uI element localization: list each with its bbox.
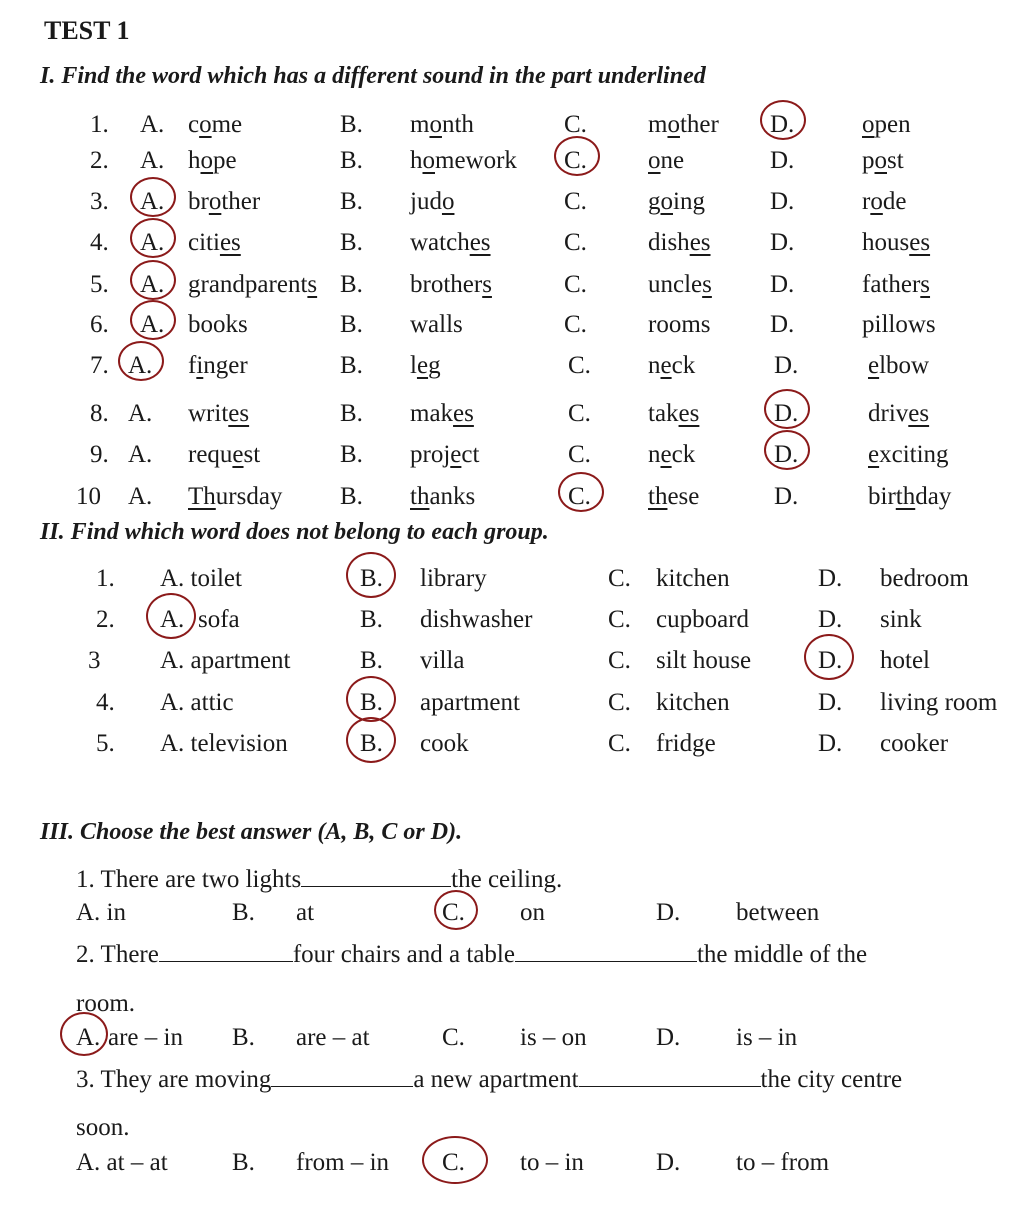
question-text: 2. There [76, 941, 159, 968]
word-part: ursday [215, 483, 283, 510]
option-letter: D. [774, 483, 799, 510]
underlined-part: o [648, 147, 661, 174]
word-part: mework [435, 147, 517, 174]
option-word [188, 189, 260, 214]
question-3-2-cont: room. [76, 990, 136, 1017]
question-3-3-cont: soon. [76, 1114, 130, 1141]
option-letter: D. [770, 111, 795, 138]
underlined-part: e [868, 352, 880, 379]
answer-circle [558, 472, 604, 512]
word-part: g [428, 352, 441, 379]
word-part: bir [868, 483, 896, 510]
option-word [410, 401, 474, 426]
option-letter: A. [128, 483, 153, 510]
option-word [648, 484, 699, 509]
underlined-part: th [648, 483, 668, 510]
underlined-part: i [196, 352, 204, 379]
option-letter: C. [564, 311, 587, 338]
option-word [648, 353, 695, 378]
option-d-word: to – from [736, 1149, 830, 1176]
word-part: ck [671, 441, 696, 468]
option-word [188, 272, 317, 297]
answer-blank [515, 941, 697, 962]
word-part: hous [862, 229, 910, 256]
underlined-part: es [678, 400, 700, 427]
option-b-word: from – in [296, 1149, 390, 1176]
option-word [648, 442, 695, 467]
answer-blank [579, 1066, 761, 1087]
word-part: brother [410, 271, 483, 298]
option-d-word: is – in [736, 1024, 798, 1051]
underlined-part: o [660, 188, 673, 215]
option-word [648, 272, 712, 297]
question-number: 1. [90, 111, 109, 138]
option-letter: D. [770, 229, 795, 256]
option-a: A. in [76, 899, 126, 926]
word-part: pe [213, 147, 237, 174]
option-word [410, 272, 492, 297]
word-part: uncle [648, 271, 703, 298]
option-letter: D. [774, 441, 799, 468]
word-part: n [648, 441, 661, 468]
word-part: f [188, 352, 197, 379]
word-part: rooms [648, 311, 711, 338]
word-part: st [243, 441, 261, 468]
option-c-letter: C. [442, 899, 465, 926]
option-word [188, 484, 282, 509]
word-part: c [188, 111, 200, 138]
underlined-part: o [429, 111, 442, 138]
option-d-word: between [736, 899, 820, 926]
option-word [410, 312, 463, 337]
option-word: sofa [198, 606, 240, 633]
answer-circle [434, 890, 478, 930]
word-part: books [188, 311, 248, 338]
question-text: a new apartment [413, 1066, 579, 1093]
underlined-part: s [920, 271, 931, 298]
option-letter: A. [140, 271, 165, 298]
option-word: hotel [880, 647, 930, 674]
option-letter: B. [340, 352, 363, 379]
option-word [868, 353, 929, 378]
option-word: A. apartment [160, 647, 291, 674]
option-word [410, 353, 441, 378]
section-1-heading: I. Find the word which has a different sound in the part underlined [40, 63, 706, 89]
option-word: A. attic [160, 689, 234, 716]
question-3-2 [76, 941, 867, 967]
option-word [188, 401, 249, 426]
underlined-part: e [232, 441, 244, 468]
section-2-heading: II. Find which word does not belong to each group. [40, 519, 549, 545]
answer-circle [554, 136, 600, 176]
word-part: grandparent [188, 271, 308, 298]
word-part: ing [673, 188, 705, 215]
option-a-word: are – in [108, 1024, 183, 1051]
underlined-part: o [422, 147, 435, 174]
answer-circle [130, 177, 176, 217]
word-part: ne [660, 147, 685, 174]
option-letter: D. [770, 271, 795, 298]
word-part: watch [410, 229, 470, 256]
underlined-part: o [874, 147, 887, 174]
word-part: ct [461, 441, 480, 468]
option-word [868, 401, 929, 426]
underlined-part: es [219, 229, 241, 256]
underlined-part: es [228, 400, 250, 427]
word-part: pillows [862, 311, 936, 338]
option-word [188, 230, 241, 255]
option-letter: C. [568, 400, 591, 427]
answer-circle [60, 1012, 108, 1056]
option-letter: D. [774, 400, 799, 427]
option-letter: B. [360, 565, 383, 592]
option-word [648, 189, 705, 214]
option-c-letter: C. [442, 1149, 465, 1176]
underlined-part: th [410, 483, 430, 510]
underlined-part: es [689, 229, 711, 256]
word-part: p [862, 147, 875, 174]
option-letter: A. [128, 400, 153, 427]
option-word: cooker [880, 730, 949, 757]
option-letter: A. [128, 352, 153, 379]
option-word [648, 312, 711, 337]
word-part: tak [648, 400, 679, 427]
option-word: kitchen [656, 565, 730, 592]
option-letter: C. [608, 647, 631, 674]
option-letter: C. [608, 565, 631, 592]
answer-blank [301, 866, 451, 887]
option-letter: B. [340, 229, 363, 256]
underlined-part: es [909, 229, 931, 256]
word-part: m [648, 111, 668, 138]
option-d-letter: D. [656, 1149, 681, 1176]
answer-circle [422, 1136, 488, 1184]
word-part: ther [679, 111, 719, 138]
underlined-part: Th [188, 483, 216, 510]
option-word [868, 484, 951, 509]
word-part: nth [441, 111, 474, 138]
question-number: 4. [96, 689, 115, 716]
question-text: four chairs and a table [292, 941, 515, 968]
option-word [410, 189, 454, 214]
word-part: anks [429, 483, 476, 510]
option-letter: C. [608, 689, 631, 716]
word-part: h [188, 147, 201, 174]
option-letter: C. [568, 352, 591, 379]
option-word [862, 312, 936, 337]
underlined-part: es [908, 400, 930, 427]
option-word [868, 442, 949, 467]
option-word [862, 272, 930, 297]
question-number: 3. [90, 188, 109, 215]
option-letter: A. [140, 311, 165, 338]
question-number: 5. [90, 271, 109, 298]
option-word: kitchen [656, 689, 730, 716]
option-letter: C. [568, 483, 591, 510]
underlined-part: s [482, 271, 492, 298]
question-number: 4. [90, 229, 109, 256]
underlined-part: e [868, 441, 880, 468]
option-a: A. at – at [76, 1149, 168, 1176]
question-number: 9. [90, 441, 109, 468]
answer-blank [159, 941, 293, 962]
option-b-letter: B. [232, 1024, 255, 1051]
word-part: n [648, 352, 661, 379]
option-b-letter: B. [232, 899, 255, 926]
option-word [188, 112, 242, 137]
underlined-part: e [450, 441, 462, 468]
option-letter: D. [818, 730, 843, 757]
word-part: lbow [879, 352, 930, 379]
option-b-letter: B. [232, 1149, 255, 1176]
option-letter: C. [568, 441, 591, 468]
word-part: ther [221, 188, 261, 215]
word-part: br [188, 188, 209, 215]
option-letter: C. [564, 229, 587, 256]
option-letter: B. [340, 111, 363, 138]
question-text: the middle of the [696, 941, 868, 968]
underlined-part: o [667, 111, 680, 138]
option-word: A. toilet [160, 565, 242, 592]
option-word: villa [420, 647, 465, 674]
underlined-part: o [208, 188, 222, 215]
underlined-part: e [416, 352, 429, 379]
question-number: 10 [76, 483, 101, 510]
question-number: 5. [96, 730, 115, 757]
word-part: r [862, 188, 871, 215]
word-part: citi [188, 229, 220, 256]
option-letter: A. [140, 111, 165, 138]
section-3-heading: III. Choose the best answer (A, B, C or D). [40, 819, 463, 845]
word-part: st [887, 147, 904, 174]
option-word [410, 148, 517, 173]
word-part: me [211, 111, 243, 138]
question-text: the ceiling. [451, 866, 563, 893]
answer-circle [118, 341, 164, 381]
word-part: pen [874, 111, 911, 138]
word-part: xciting [879, 441, 949, 468]
question-text: 3. They are moving [76, 1066, 272, 1093]
option-letter: C. [564, 271, 587, 298]
option-word [648, 401, 699, 426]
option-word [188, 312, 248, 337]
word-part: ck [671, 352, 696, 379]
option-letter: D. [770, 188, 795, 215]
option-word [648, 148, 684, 173]
answer-circle [346, 552, 396, 598]
answer-circle [130, 218, 176, 258]
option-d-letter: D. [656, 899, 681, 926]
question-number: 6. [90, 311, 109, 338]
option-letter: B. [340, 400, 363, 427]
option-word: cook [420, 730, 469, 757]
word-part: mak [410, 400, 454, 427]
question-number: 8. [90, 400, 109, 427]
test-title: TEST 1 [44, 16, 130, 45]
option-letter: C. [564, 147, 587, 174]
option-word [648, 230, 711, 255]
option-word [410, 112, 474, 137]
word-part: day [915, 483, 952, 510]
word-part: walls [410, 311, 463, 338]
option-a-letter: A. [76, 1024, 101, 1051]
option-c-word: on [520, 899, 545, 926]
word-part: dish [648, 229, 690, 256]
option-word: A. television [160, 730, 288, 757]
option-letter: C. [564, 111, 587, 138]
option-word [188, 442, 260, 467]
question-text: 1. There are two lights [76, 866, 302, 893]
option-letter: B. [340, 147, 363, 174]
word-part: proj [410, 441, 451, 468]
option-word [410, 442, 479, 467]
answer-circle [146, 593, 196, 639]
option-c-letter: C. [442, 1024, 465, 1051]
underlined-part: th [895, 483, 916, 510]
option-b-word: at [296, 899, 315, 926]
option-word: sink [880, 606, 922, 633]
answer-circle [804, 634, 854, 680]
option-letter: C. [608, 730, 631, 757]
word-part: father [862, 271, 921, 298]
underlined-part: s [307, 271, 318, 298]
option-letter: C. [608, 606, 631, 633]
underlined-part: s [702, 271, 712, 298]
underlined-part: o [199, 111, 212, 138]
question-number: 1. [96, 565, 115, 592]
option-letter: D. [818, 606, 843, 633]
option-word: dishwasher [420, 606, 533, 633]
answer-circle [346, 717, 396, 763]
question-text: the city centre [760, 1066, 903, 1093]
answer-blank [271, 1066, 413, 1087]
word-part: g [648, 188, 661, 215]
option-letter: A. [140, 229, 165, 256]
answer-circle [764, 430, 810, 470]
option-letter: C. [564, 188, 587, 215]
option-word [862, 230, 930, 255]
underlined-part: o [200, 147, 213, 174]
option-word: fridge [656, 730, 716, 757]
question-number: 2. [90, 147, 109, 174]
question-number: 7. [90, 352, 109, 379]
option-letter: B. [340, 441, 363, 468]
option-word: cupboard [656, 606, 750, 633]
underlined-part: o [862, 111, 875, 138]
word-part: l [410, 352, 417, 379]
option-letter: B. [360, 689, 383, 716]
word-part: requ [188, 441, 233, 468]
option-word [188, 353, 248, 378]
underlined-part: es [469, 229, 491, 256]
word-part: h [410, 147, 423, 174]
option-letter: D. [770, 311, 795, 338]
word-part: de [882, 188, 907, 215]
option-letter: D. [818, 689, 843, 716]
option-c-word: is – on [520, 1024, 587, 1051]
word-part: m [410, 111, 430, 138]
option-word: silt house [656, 647, 752, 674]
option-d-letter: D. [656, 1024, 681, 1051]
question-number: 2. [96, 606, 115, 633]
underlined-part: e [660, 352, 672, 379]
answer-circle [760, 100, 806, 140]
question-3-3 [76, 1066, 902, 1092]
option-word: living room [880, 689, 998, 716]
option-word [862, 112, 911, 137]
option-letter: D. [774, 352, 799, 379]
option-letter: D. [818, 565, 843, 592]
option-letter: D. [770, 147, 795, 174]
answer-circle [130, 260, 176, 300]
option-c-word: to – in [520, 1149, 584, 1176]
word-part: ese [667, 483, 700, 510]
option-letter: B. [360, 647, 383, 674]
option-letter: D. [818, 647, 843, 674]
option-word [862, 189, 906, 214]
option-word: bedroom [880, 565, 969, 592]
option-word [410, 484, 475, 509]
option-word: apartment [420, 689, 520, 716]
word-part: nger [203, 352, 248, 379]
option-word [410, 230, 491, 255]
option-letter: B. [360, 730, 383, 757]
option-word [188, 148, 237, 173]
answer-circle [346, 676, 396, 722]
option-letter: B. [360, 606, 383, 633]
question-number: 3 [88, 647, 101, 674]
underlined-part: o [441, 188, 455, 215]
option-letter: B. [340, 188, 363, 215]
word-part: writ [188, 400, 229, 427]
option-letter: A. [160, 606, 185, 633]
option-word [862, 148, 904, 173]
word-part: jud [410, 188, 442, 215]
option-letter: A. [140, 188, 165, 215]
word-part: driv [868, 400, 909, 427]
underlined-part: o [870, 188, 883, 215]
underlined-part: es [453, 400, 474, 427]
option-word: library [420, 565, 487, 592]
option-letter: B. [340, 311, 363, 338]
option-letter: B. [340, 271, 363, 298]
option-word [648, 112, 719, 137]
underlined-part: e [660, 441, 672, 468]
option-letter: B. [340, 483, 363, 510]
answer-circle [764, 389, 810, 429]
option-letter: A. [140, 147, 165, 174]
question-3-1 [76, 866, 562, 892]
option-letter: A. [128, 441, 153, 468]
answer-circle [130, 300, 176, 340]
option-b-word: are – at [296, 1024, 370, 1051]
